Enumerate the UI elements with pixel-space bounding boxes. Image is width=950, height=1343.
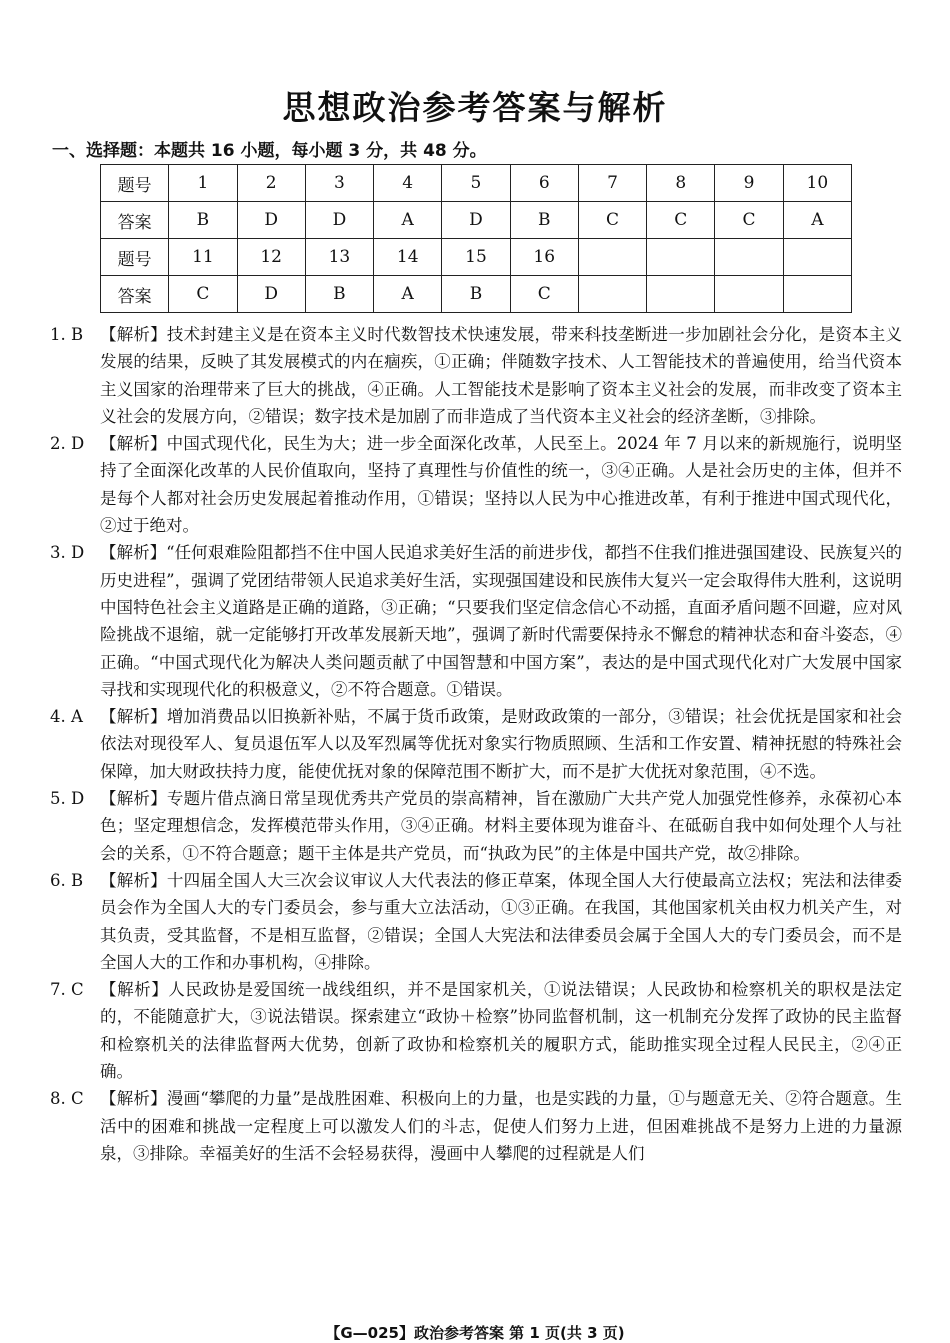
table-cell: B <box>510 202 578 239</box>
explanation-text: 【解析】技术封建主义是在资本主义时代数智技术快速发展，带来科技垄断进一步加剧社会分化，是资本主义发展的结果，反映了其发展模式的内在痼疾，①正确；伴随数字技术、人工智能技术的普遍使用，给当代资本主义国家的治理带来了巨大的挑战，④正确。人工智能技术是影响了资本主义社会的发展，而非改变了资本主义社会的发展方向，②错误；数字技术是加剧了而非造成了当代资本主义社会的经济垄断，③排除。 <box>100 325 902 426</box>
question-number: 4. A <box>50 707 83 727</box>
table-row-header: 答案 <box>101 276 169 313</box>
table-cell: D <box>237 276 305 313</box>
table-cell: 6 <box>510 165 578 202</box>
table-cell: 7 <box>578 165 646 202</box>
table-cell: B <box>305 276 373 313</box>
table-cell: D <box>305 202 373 239</box>
table-row-header: 答案 <box>101 202 169 239</box>
answer-explanation <box>50 1085 902 1167</box>
explanation-text: 【解析】“任何艰难险阻都挡不住中国人民追求美好生活的前进步伐，都挡不住我们推进强国建设、民族复兴的历史进程”，强调了党团结带领人民追求美好生活，实现强国建设和民族伟大复兴一定会取得伟大胜利，这说明中国特色社会主义道路是正确的道路，③正确；“只要我们坚定信念信心不动摇，直面矛盾问题不回避，应对风险挑战不退缩，就一定能够打开改革发展新天地”，强调了新时代需要保持永不懈怠的精神状态和奋斗姿态，④正确。“中国式现代化为解决人类问题贡献了中国智慧和中国方案”，表达的是中国式现代化对广大发展中国家寻找和实现现代化的积极意义，②不符合题意。①错误。 <box>100 543 902 699</box>
table-cell: 12 <box>237 239 305 276</box>
table-cell: B <box>442 276 510 313</box>
table-cell: 9 <box>715 165 783 202</box>
table-cell: C <box>578 202 646 239</box>
table-cell: A <box>374 202 442 239</box>
explanation-text: 【解析】十四届全国人大三次会议审议人大代表法的修正草案，体现全国人大行使最高立法权；宪法和法律委员会作为全国人大的专门委员会，参与重大立法活动，①③正确。在我国，其他国家机关由权力机关产生，对其负责，受其监督，不是相互监督，②错误；全国人大宪法和法律委员会属于全国人大的专门委员会，而不是全国人大的工作和办事机构，④排除。 <box>100 870 902 972</box>
table-cell <box>783 239 851 276</box>
answer-explanation <box>50 430 902 539</box>
table-cell <box>578 276 646 313</box>
table-cell: C <box>169 276 237 313</box>
table-cell: 11 <box>169 239 237 276</box>
answer-explanation <box>50 539 902 703</box>
table-cell <box>715 239 783 276</box>
explanation-text: 【解析】专题片借点滴日常呈现优秀共产党员的崇高精神，旨在激励广大共产党人加强党性修养，永葆初心本色；坚定理想信念，发挥模范带头作用，③④正确。材料主要体现为谁奋斗、在砥砺自我中如何处理个人与社会的关系，①不符合题意；题干主体是共产党员，而“执政为民”的主体是中国共产党，故②排除。 <box>100 789 902 863</box>
table-row <box>101 239 852 276</box>
table-row <box>101 202 852 239</box>
question-number: 3. D <box>50 543 85 563</box>
table-cell: 16 <box>510 239 578 276</box>
explanation-text: 【解析】漫画“攀爬的力量”是战胜困难、积极向上的力量，也是实践的力量，①与题意无关、②符合题意。生活中的困难和挑战一定程度上可以激发人们的斗志，促使人们努力上进，但困难挑战不是努力上进的力量源泉，③排除。幸福美好的生活不会轻易获得，漫画中人攀爬的过程就是人们 <box>100 1089 902 1163</box>
page-footer: 【G—025】政治参考答案 第 1 页(共 3 页) <box>325 1324 625 1342</box>
answer-explanation <box>50 867 902 976</box>
table-cell <box>715 276 783 313</box>
table-cell <box>647 276 715 313</box>
table-cell: 5 <box>442 165 510 202</box>
question-number: 6. B <box>50 870 84 890</box>
table-cell: C <box>647 202 715 239</box>
question-number: 8. C <box>50 1089 84 1109</box>
table-cell: C <box>715 202 783 239</box>
table-cell: 2 <box>237 165 305 202</box>
answer-explanation <box>50 321 902 430</box>
table-cell <box>647 239 715 276</box>
answer-explanation <box>50 785 902 867</box>
answer-explanation <box>50 976 902 1085</box>
table-row <box>101 276 852 313</box>
table-cell: 8 <box>647 165 715 202</box>
question-number: 2. D <box>50 434 85 454</box>
table-cell: D <box>237 202 305 239</box>
table-cell: 3 <box>305 165 373 202</box>
table-cell: D <box>442 202 510 239</box>
table-cell: A <box>783 202 851 239</box>
table-cell <box>783 276 851 313</box>
table-cell: 4 <box>374 165 442 202</box>
explanation-text: 【解析】人民政协是爱国统一战线组织，并不是国家机关，①说法错误；人民政协和检察机关的职权是法定的，不能随意扩大，③说法错误。探索建立“政协＋检察”协同监督机制，这一机制充分发挥了政协的民主监督和检察机关的法律监督两大优势，创新了政协和检察机关的履职方式，能助推实现全过程人民民主，②④正确。 <box>100 980 902 1082</box>
question-number: 5. D <box>50 789 85 809</box>
table-cell: A <box>374 276 442 313</box>
table-cell: 10 <box>783 165 851 202</box>
table-cell: 15 <box>442 239 510 276</box>
table-cell: 1 <box>169 165 237 202</box>
explanation-text: 【解析】中国式现代化，民生为大；进一步全面深化改革，人民至上。2024 年 7 月以来的新规施行，说明坚持了全面深化改革的人民价值取向，坚持了真理性与价值性的统一，③④正确。人是社会历史的主体，但并不是每个人都对社会历史发展起着推动作用，①错误；坚持以人民为中心推进改革，有利于推进中国式现代化，②过于绝对。 <box>100 434 902 536</box>
question-number: 7. C <box>50 980 84 1000</box>
answer-table <box>100 164 852 313</box>
table-cell: 14 <box>374 239 442 276</box>
table-cell: B <box>169 202 237 239</box>
table-row <box>101 165 852 202</box>
answer-explanation-list <box>50 321 902 1167</box>
page-title: 思想政治参考答案与解析 <box>282 88 668 127</box>
question-number: 1. B <box>50 325 84 344</box>
table-row-header: 题号 <box>101 165 169 202</box>
table-cell <box>578 239 646 276</box>
answer-explanation <box>50 703 902 785</box>
section-heading: 一、选择题：本题共 16 小题，每小题 3 分，共 48 分。 <box>52 141 487 161</box>
table-cell: 13 <box>305 239 373 276</box>
table-cell: C <box>510 276 578 313</box>
table-row-header: 题号 <box>101 239 169 276</box>
explanation-text: 【解析】增加消费品以旧换新补贴，不属于货币政策，是财政政策的一部分，③错误；社会优抚是国家和社会依法对现役军人、复员退伍军人以及军烈属等优抚对象实行物质照顾、生活和工作安置、精神抚慰的特殊社会保障，加大财政扶持力度，能使优抚对象的保障范围不断扩大，而不是扩大优抚对象范围，④不选。 <box>100 707 902 781</box>
